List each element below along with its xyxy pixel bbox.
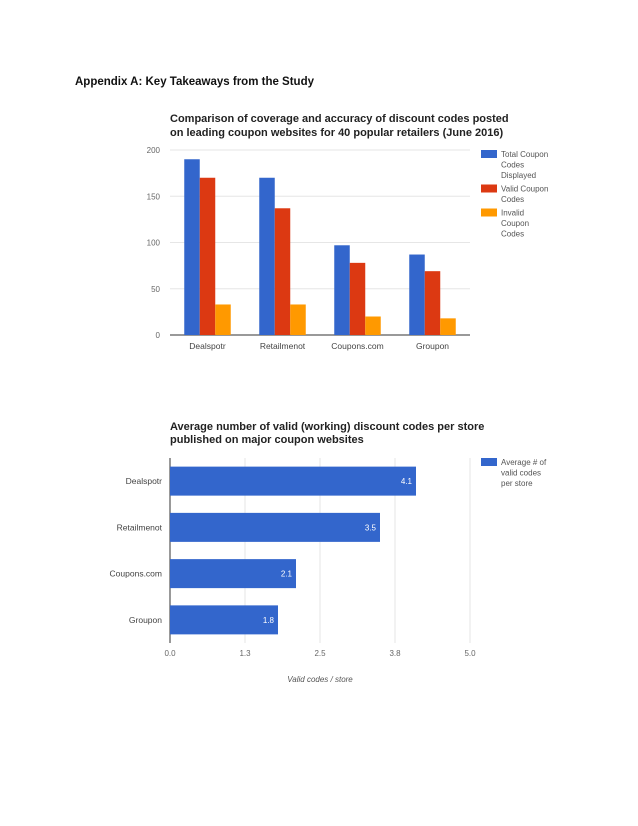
chart2-bar (170, 605, 278, 634)
page-heading: Appendix A: Key Takeaways from the Study (75, 76, 315, 88)
chart2-bar (170, 467, 416, 496)
chart2-y-category: Dealspotr (125, 476, 162, 487)
chart2-x-tick: 0.0 (164, 649, 176, 658)
chart1-y-tick: 0 (155, 331, 160, 340)
chart2-title-line: Average number of valid (working) discount codes per store (170, 421, 485, 433)
chart1-x-category: Groupon (415, 341, 450, 351)
chart1-legend-label: Valid Coupon (501, 184, 549, 194)
chart1-x-category: Dealspotr (189, 341, 226, 351)
chart2-x-tick: 3.8 (389, 649, 401, 658)
chart1-legend-label: Codes (501, 160, 525, 170)
chart1-legend-label: Invalid (501, 208, 525, 218)
chart2-bar (170, 559, 296, 588)
chart2-data-label: 4.1 (400, 477, 412, 487)
chart1-legend-label: Codes (501, 195, 525, 204)
chart1-legend-label: Codes (501, 229, 525, 239)
chart2-legend-label: per store (501, 479, 533, 488)
chart2-legend-swatch (481, 458, 497, 466)
chart2-y-category: Coupons.com (109, 568, 162, 579)
chart1-y-tick: 50 (151, 284, 160, 294)
chart1-title-line: Comparison of coverage and accuracy of discount codes posted (170, 113, 509, 125)
chart1-y-tick: 150 (146, 192, 160, 202)
chart1-legend-label: Displayed (501, 171, 537, 180)
chart2-title-line: published on major coupon websites (170, 434, 364, 446)
chart2-data-label: 1.8 (262, 615, 274, 625)
chart1-y-tick: 100 (146, 238, 160, 248)
chart2-x-tick: 5.0 (464, 649, 476, 658)
chart2-x-tick: 1.3 (239, 649, 251, 658)
chart1-legend-label: Total Coupon (501, 150, 549, 159)
chart2-x-axis-label: Valid codes / store (287, 675, 353, 684)
chart1-x-category: Coupons.com (331, 341, 384, 351)
chart2-bar (170, 513, 380, 542)
chart2-x-tick: 2.5 (314, 649, 326, 658)
chart2-legend-label: Average # of (501, 458, 547, 467)
chart2-legend-label: valid codes (501, 468, 542, 478)
chart2-data-label: 2.1 (280, 569, 292, 579)
chart1-y-tick: 200 (146, 146, 160, 155)
chart2-data-label: 3.5 (364, 523, 376, 533)
chart1-x-category: Retailmenot (259, 341, 306, 351)
chart1-legend-label: Coupon (501, 219, 530, 228)
chart2-y-category: Retailmenot (116, 522, 162, 533)
chart2-y-category: Groupon (128, 614, 162, 625)
chart1-title-line: on leading coupon websites for 40 popular retailers (June 2016) (170, 127, 504, 139)
